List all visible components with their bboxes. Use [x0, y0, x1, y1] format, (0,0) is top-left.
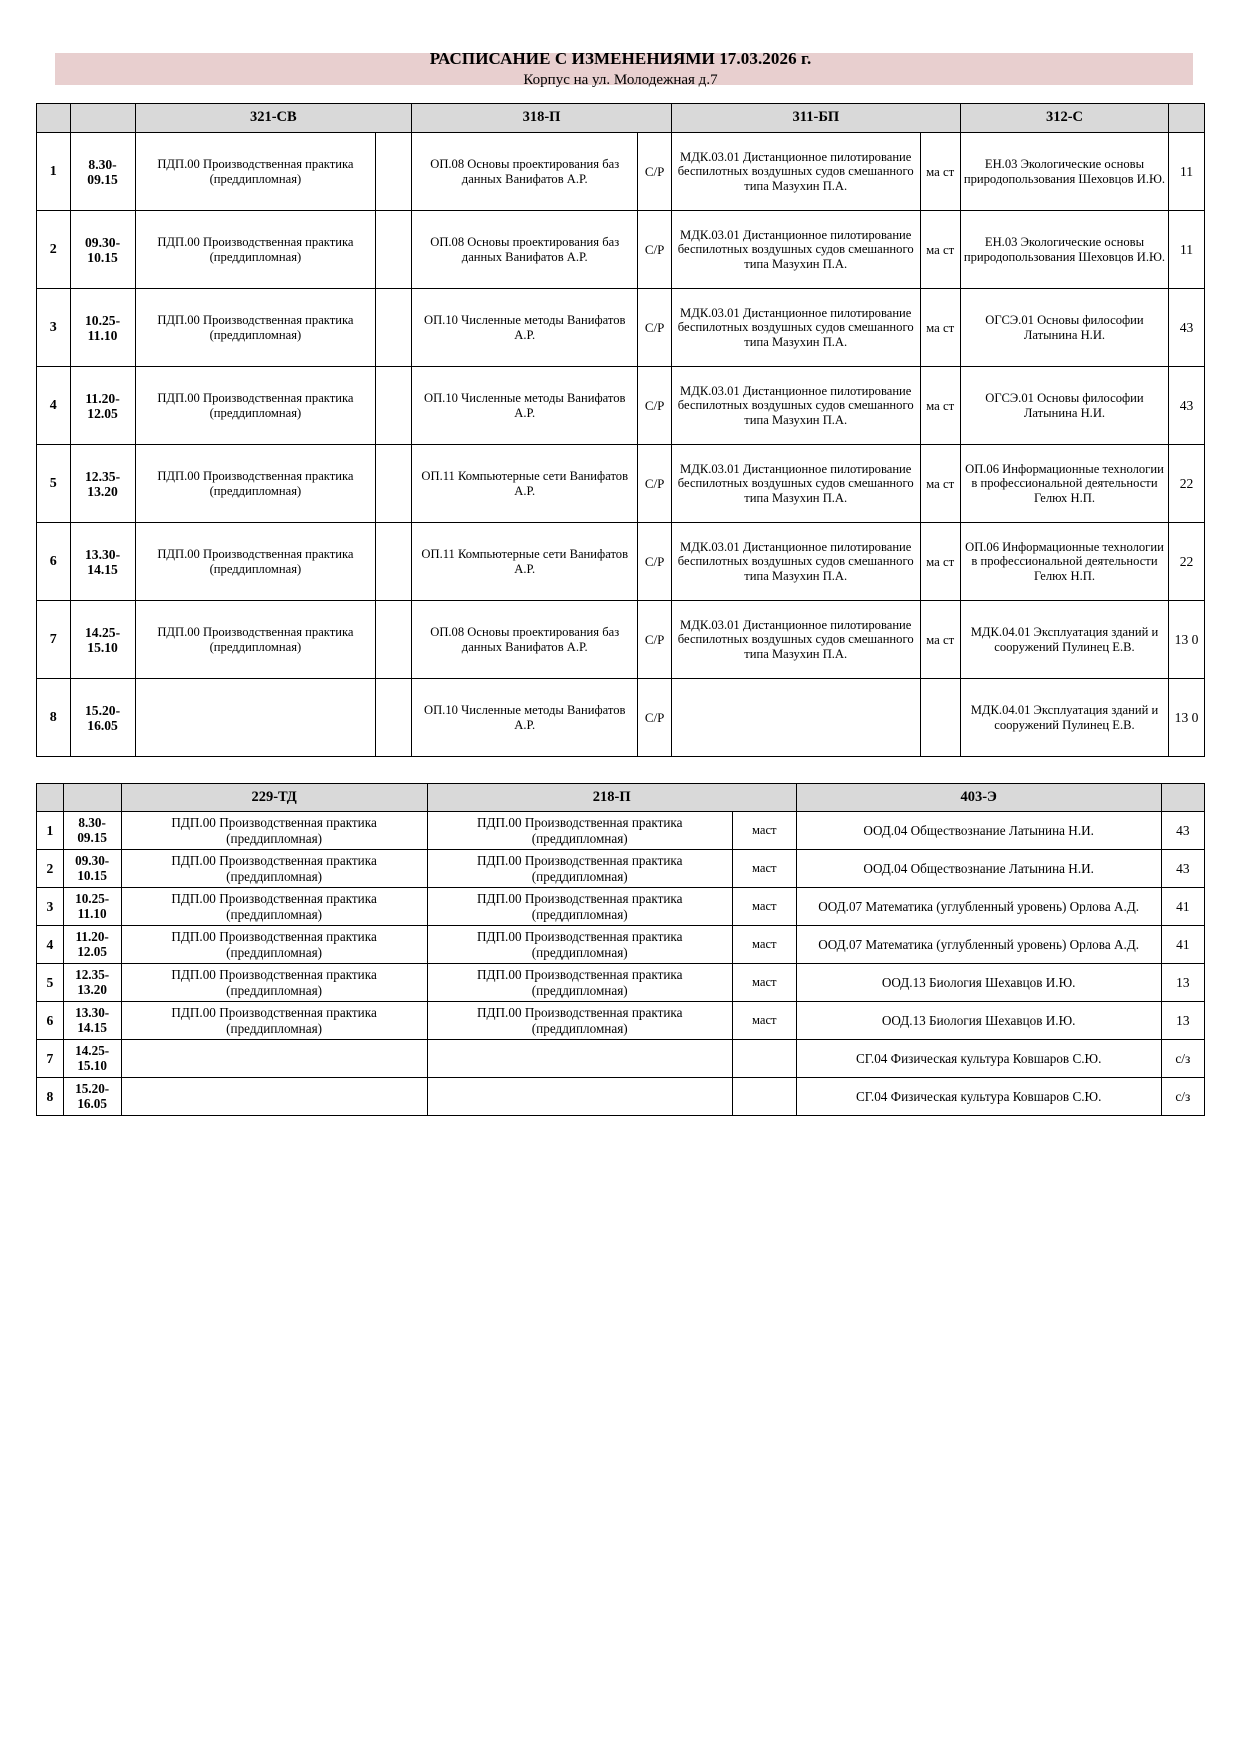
schedule-table-secondary [36, 783, 1205, 1116]
cell-311bp: МДК.03.01 Дистанционное пилотирование беспилотных воздушных судов смешанного типа Мазухин П.А. [671, 289, 920, 367]
page-title: РАСПИСАНИЕ С ИЗМЕНЕНИЯМИ 17.03.2026 г. [429, 49, 812, 68]
cell-229td: ПДП.00 Производственная практика (преддипломная) [121, 1002, 427, 1040]
lesson-number: 5 [37, 964, 64, 1002]
cell-229td [121, 1078, 427, 1116]
cell-room: с/з [1161, 1040, 1204, 1078]
cell-room: 43 [1161, 850, 1204, 888]
cell-321sv-extra [376, 445, 412, 523]
table-row [37, 289, 1205, 367]
table-row [37, 1002, 1205, 1040]
cell-229td [121, 1040, 427, 1078]
header-blank-num [37, 104, 71, 133]
lesson-time: 14.25-15.10 [70, 601, 135, 679]
cell-room: 41 [1161, 926, 1204, 964]
cell-403e: ООД.13 Биология Шехавцов И.Ю. [796, 1002, 1161, 1040]
cell-321sv [135, 679, 376, 757]
cell-403e: ООД.07 Математика (углубленный уровень) Орлова А.Д. [796, 888, 1161, 926]
lesson-number: 2 [37, 211, 71, 289]
cell-229td: ПДП.00 Производственная практика (преддипломная) [121, 888, 427, 926]
cell-room: 13 0 [1169, 679, 1205, 757]
cell-312s: МДК.04.01 Эксплуатация зданий и сооружений Пулинец Е.В. [960, 679, 1168, 757]
lesson-number: 3 [37, 289, 71, 367]
cell-218p-extra [732, 1040, 796, 1078]
cell-room: с/з [1161, 1078, 1204, 1116]
cell-321sv: ПДП.00 Производственная практика (преддипломная) [135, 601, 376, 679]
cell-311bp-extra: ма ст [920, 133, 960, 211]
lesson-time: 09.30-10.15 [70, 211, 135, 289]
table-row [37, 523, 1205, 601]
cell-229td: ПДП.00 Производственная практика (преддипломная) [121, 812, 427, 850]
cell-321sv: ПДП.00 Производственная практика (преддипломная) [135, 289, 376, 367]
lesson-time: 11.20-12.05 [70, 367, 135, 445]
cell-311bp [671, 679, 920, 757]
cell-311bp-extra: ма ст [920, 211, 960, 289]
cell-218p: ПДП.00 Производственная практика (преддипломная) [427, 888, 732, 926]
lesson-number: 1 [37, 812, 64, 850]
cell-318p: ОП.10 Численные методы Ванифатов А.Р. [412, 679, 638, 757]
cell-321sv: ПДП.00 Производственная практика (преддипломная) [135, 133, 376, 211]
cell-318p: ОП.10 Численные методы Ванифатов А.Р. [412, 289, 638, 367]
cell-318p-extra: С/Р [638, 445, 672, 523]
header-blank-time-2 [63, 784, 121, 812]
cell-311bp: МДК.03.01 Дистанционное пилотирование беспилотных воздушных судов смешанного типа Мазухин П.А. [671, 523, 920, 601]
lesson-number: 3 [37, 888, 64, 926]
header-group-321sv: 321-СВ [135, 104, 412, 133]
cell-218p-extra [732, 1078, 796, 1116]
cell-403e: ООД.04 Обществознание Латынина Н.И. [796, 812, 1161, 850]
cell-321sv-extra [376, 133, 412, 211]
cell-403e: ООД.04 Обществознание Латынина Н.И. [796, 850, 1161, 888]
cell-312s: ОГСЭ.01 Основы философии Латынина Н.И. [960, 289, 1168, 367]
table-row [37, 679, 1205, 757]
table-row [37, 1078, 1205, 1116]
lesson-number: 4 [37, 367, 71, 445]
cell-321sv-extra [376, 289, 412, 367]
lesson-number: 6 [37, 523, 71, 601]
table-row [37, 1040, 1205, 1078]
cell-321sv: ПДП.00 Производственная практика (преддипломная) [135, 211, 376, 289]
header-blank-num-2 [37, 784, 64, 812]
cell-311bp-extra: ма ст [920, 445, 960, 523]
cell-318p-extra: С/Р [638, 133, 672, 211]
cell-218p-extra: маст [732, 964, 796, 1002]
cell-318p-extra: С/Р [638, 601, 672, 679]
table2-header-row [37, 784, 1205, 812]
table-row [37, 133, 1205, 211]
table1-header-row [37, 104, 1205, 133]
lesson-number: 7 [37, 1040, 64, 1078]
header-group-311bp: 311-БП [671, 104, 960, 133]
cell-218p: ПДП.00 Производственная практика (преддипломная) [427, 850, 732, 888]
cell-218p: ПДП.00 Производственная практика (преддипломная) [427, 812, 732, 850]
cell-318p-extra: С/Р [638, 679, 672, 757]
header-group-312s: 312-С [960, 104, 1168, 133]
cell-312s: ЕН.03 Экологические основы природопользования Шеховцов И.Ю. [960, 211, 1168, 289]
cell-311bp-extra: ма ст [920, 367, 960, 445]
cell-311bp: МДК.03.01 Дистанционное пилотирование беспилотных воздушных судов смешанного типа Мазухин П.А. [671, 133, 920, 211]
header-group-403e: 403-Э [796, 784, 1161, 812]
lesson-time: 12.35-13.20 [63, 964, 121, 1002]
cell-312s: ОГСЭ.01 Основы философии Латынина Н.И. [960, 367, 1168, 445]
cell-403e: СГ.04 Физическая культура Ковшаров С.Ю. [796, 1040, 1161, 1078]
cell-321sv-extra [376, 211, 412, 289]
cell-218p [427, 1078, 732, 1116]
lesson-time: 15.20-16.05 [70, 679, 135, 757]
cell-room: 11 [1169, 211, 1205, 289]
cell-318p: ОП.11 Компьютерные сети Ванифатов А.Р. [412, 445, 638, 523]
lesson-time: 09.30-10.15 [63, 850, 121, 888]
cell-318p-extra: С/Р [638, 289, 672, 367]
cell-318p: ОП.08 Основы проектирования баз данных Ванифатов А.Р. [412, 133, 638, 211]
header-group-229td: 229-ТД [121, 784, 427, 812]
lesson-time: 13.30-14.15 [70, 523, 135, 601]
cell-room: 43 [1161, 812, 1204, 850]
cell-321sv-extra [376, 523, 412, 601]
cell-room: 43 [1169, 289, 1205, 367]
table-row [37, 601, 1205, 679]
cell-311bp-extra [920, 679, 960, 757]
cell-room: 13 [1161, 1002, 1204, 1040]
lesson-time: 11.20-12.05 [63, 926, 121, 964]
cell-218p: ПДП.00 Производственная практика (преддипломная) [427, 1002, 732, 1040]
cell-room: 41 [1161, 888, 1204, 926]
lesson-time: 12.35-13.20 [70, 445, 135, 523]
cell-318p: ОП.08 Основы проектирования баз данных Ванифатов А.Р. [412, 211, 638, 289]
table-row [37, 926, 1205, 964]
lesson-number: 8 [37, 1078, 64, 1116]
cell-318p-extra: С/Р [638, 523, 672, 601]
lesson-number: 1 [37, 133, 71, 211]
cell-room: 13 [1161, 964, 1204, 1002]
cell-218p-extra: маст [732, 926, 796, 964]
cell-room: 22 [1169, 523, 1205, 601]
cell-218p: ПДП.00 Производственная практика (преддипломная) [427, 964, 732, 1002]
cell-311bp: МДК.03.01 Дистанционное пилотирование беспилотных воздушных судов смешанного типа Мазухин П.А. [671, 601, 920, 679]
table-row [37, 850, 1205, 888]
lesson-number: 5 [37, 445, 71, 523]
header-group-318p: 318-П [412, 104, 672, 133]
cell-318p: ОП.11 Компьютерные сети Ванифатов А.Р. [412, 523, 638, 601]
cell-403e: СГ.04 Физическая культура Ковшаров С.Ю. [796, 1078, 1161, 1116]
cell-room: 13 0 [1169, 601, 1205, 679]
cell-403e: ООД.07 Математика (углубленный уровень) Орлова А.Д. [796, 926, 1161, 964]
lesson-time: 15.20-16.05 [63, 1078, 121, 1116]
cell-218p-extra: маст [732, 1002, 796, 1040]
table-row [37, 367, 1205, 445]
lesson-time: 10.25-11.10 [63, 888, 121, 926]
lesson-time: 8.30-09.15 [70, 133, 135, 211]
lesson-number: 6 [37, 1002, 64, 1040]
document-header [36, 49, 1205, 89]
lesson-number: 8 [37, 679, 71, 757]
cell-311bp-extra: ма ст [920, 601, 960, 679]
cell-321sv: ПДП.00 Производственная практика (преддипломная) [135, 367, 376, 445]
lesson-time: 8.30-09.15 [63, 812, 121, 850]
table-row [37, 964, 1205, 1002]
cell-312s: МДК.04.01 Эксплуатация зданий и сооружений Пулинец Е.В. [960, 601, 1168, 679]
table-row [37, 812, 1205, 850]
header-blank-room [1169, 104, 1205, 133]
lesson-number: 2 [37, 850, 64, 888]
cell-321sv-extra [376, 601, 412, 679]
cell-room: 43 [1169, 367, 1205, 445]
lesson-number: 7 [37, 601, 71, 679]
table-row [37, 888, 1205, 926]
cell-311bp: МДК.03.01 Дистанционное пилотирование беспилотных воздушных судов смешанного типа Мазухин П.А. [671, 367, 920, 445]
cell-218p: ПДП.00 Производственная практика (преддипломная) [427, 926, 732, 964]
cell-318p-extra: С/Р [638, 367, 672, 445]
cell-311bp: МДК.03.01 Дистанционное пилотирование беспилотных воздушных судов смешанного типа Мазухин П.А. [671, 211, 920, 289]
cell-218p [427, 1040, 732, 1078]
cell-311bp-extra: ма ст [920, 523, 960, 601]
lesson-time: 10.25-11.10 [70, 289, 135, 367]
cell-218p-extra: маст [732, 850, 796, 888]
cell-318p: ОП.08 Основы проектирования баз данных Ванифатов А.Р. [412, 601, 638, 679]
lesson-time: 13.30-14.15 [63, 1002, 121, 1040]
cell-318p: ОП.10 Численные методы Ванифатов А.Р. [412, 367, 638, 445]
cell-312s: ЕН.03 Экологические основы природопользования Шеховцов И.Ю. [960, 133, 1168, 211]
cell-321sv-extra [376, 679, 412, 757]
page-subtitle: Корпус на ул. Молодежная д.7 [523, 72, 718, 88]
cell-311bp-extra: ма ст [920, 289, 960, 367]
cell-321sv: ПДП.00 Производственная практика (преддипломная) [135, 523, 376, 601]
lesson-number: 4 [37, 926, 64, 964]
schedule-table-primary [36, 103, 1205, 757]
cell-311bp: МДК.03.01 Дистанционное пилотирование беспилотных воздушных судов смешанного типа Мазухин П.А. [671, 445, 920, 523]
cell-321sv: ПДП.00 Производственная практика (преддипломная) [135, 445, 376, 523]
header-blank-time [70, 104, 135, 133]
cell-229td: ПДП.00 Производственная практика (преддипломная) [121, 964, 427, 1002]
cell-312s: ОП.06 Информационные технологии в профессиональной деятельности Гелюх Н.П. [960, 523, 1168, 601]
cell-312s: ОП.06 Информационные технологии в профессиональной деятельности Гелюх Н.П. [960, 445, 1168, 523]
header-group-218p: 218-П [427, 784, 796, 812]
lesson-time: 14.25-15.10 [63, 1040, 121, 1078]
cell-229td: ПДП.00 Производственная практика (преддипломная) [121, 926, 427, 964]
cell-321sv-extra [376, 367, 412, 445]
header-blank-room-2 [1161, 784, 1204, 812]
cell-318p-extra: С/Р [638, 211, 672, 289]
cell-403e: ООД.13 Биология Шехавцов И.Ю. [796, 964, 1161, 1002]
cell-room: 11 [1169, 133, 1205, 211]
cell-218p-extra: маст [732, 888, 796, 926]
table-row [37, 445, 1205, 523]
cell-229td: ПДП.00 Производственная практика (преддипломная) [121, 850, 427, 888]
cell-218p-extra: маст [732, 812, 796, 850]
table-row [37, 211, 1205, 289]
cell-room: 22 [1169, 445, 1205, 523]
